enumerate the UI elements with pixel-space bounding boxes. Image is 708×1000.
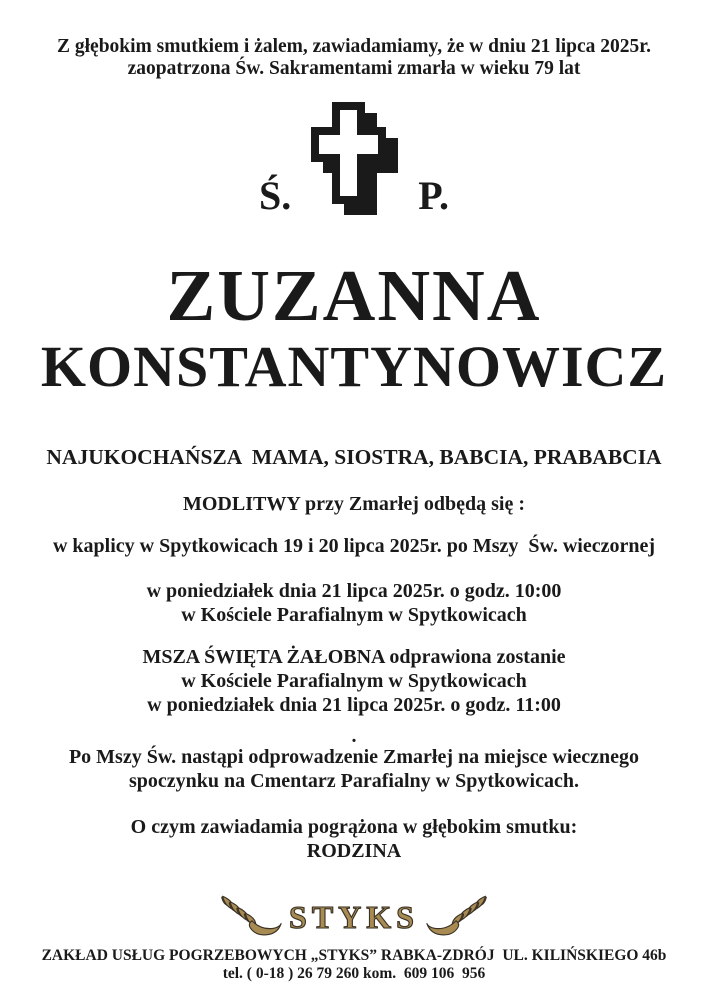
closing-block bbox=[0, 815, 708, 863]
epitaph-letter-right: P. bbox=[418, 173, 449, 218]
intro-line-1: Z głębokim smutkiem i żalem, zawiadamiamy, że w dniu 21 lipca 2025r. bbox=[56, 36, 652, 57]
vigil-line-2: w Kościele Parafialnym w Spytkowicach bbox=[181, 604, 527, 626]
closing-line-2: RODZINA bbox=[306, 840, 402, 862]
cross-icon bbox=[311, 102, 398, 215]
mass-line-2: w Kościele Parafialnym w Spytkowicach bbox=[181, 670, 527, 692]
burial-line-2: spoczynku na Cmentarz Parafialny w Spytkowicach. bbox=[128, 770, 579, 792]
closing-line-1: O czym zawiadamia pogrążona w głębokim smutku: bbox=[130, 816, 578, 838]
vigil-block bbox=[0, 579, 708, 627]
funeral-home-company-line: ZAKŁAD USŁUG POGRZEBOWYCH „STYKS” RABKA-ZDRÓJ UL. KILIŃSKIEGO 46b bbox=[41, 947, 667, 964]
funeral-home-footer bbox=[0, 947, 708, 983]
funeral-home-logo-text: STYKS bbox=[289, 899, 419, 935]
funeral-home-phone-line: tel. ( 0-18 ) 26 79 260 kom. 609 106 956 bbox=[222, 965, 486, 982]
mass-block bbox=[0, 645, 708, 717]
vigil-line-1: w poniedziałek dnia 21 lipca 2025r. o godz. 10:00 bbox=[146, 580, 562, 602]
deceased-last-name: KONSTANTYNOWICZ bbox=[40, 334, 668, 399]
burial-block bbox=[0, 745, 708, 793]
epitaph-letter-left: Ś. bbox=[258, 173, 292, 218]
funeral-home-logo bbox=[0, 897, 708, 937]
mass-line-1: MSZA ŚWIĘTA ŻAŁOBNA odprawiona zostanie bbox=[142, 646, 566, 668]
burial-line-1: Po Mszy Św. nastąpi odprowadzenie Zmarłej na miejsce wiecznego bbox=[68, 746, 640, 768]
deceased-first-name: ZUZANNA bbox=[166, 255, 542, 336]
mass-line-3: w poniedziałek dnia 21 lipca 2025r. o godz. 11:00 bbox=[147, 694, 561, 716]
prayers-location: w kaplicy w Spytkowicach 19 i 20 lipca 2025r. po Mszy Św. wieczornej bbox=[52, 535, 656, 557]
epitaph-row bbox=[0, 102, 708, 218]
prayers-heading: MODLITWY przy Zmarłej odbędą się : bbox=[182, 493, 525, 515]
relation-line: NAJUKOCHAŃSZA MAMA, SIOSTRA, BABCIA, PRABABCIA bbox=[46, 445, 662, 469]
wheat-branch-right-icon bbox=[425, 895, 491, 939]
intro-line-2: zaopatrzona Św. Sakramentami zmarła w wieku 79 lat bbox=[127, 58, 581, 79]
intro-block bbox=[0, 36, 708, 80]
wheat-branch-left-icon bbox=[217, 895, 283, 939]
separator-dot: . bbox=[351, 725, 357, 747]
